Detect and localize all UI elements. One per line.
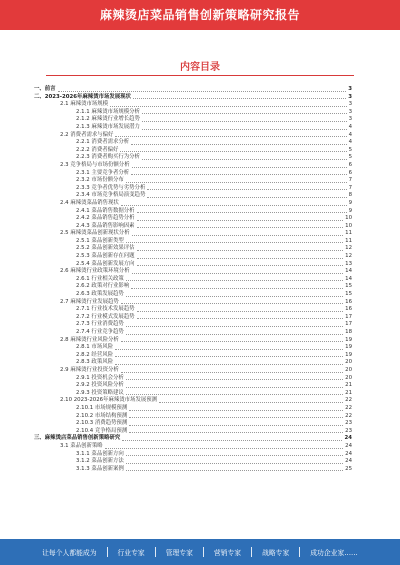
toc-entry-label: 2.3.1 主要竞争者分析	[76, 169, 130, 176]
toc-entry-page: 3	[348, 86, 352, 92]
toc-entry-label: 2.10 2023-2026年麻辣烫市场发展预测	[60, 397, 158, 404]
toc-entry-page: 14	[345, 275, 352, 282]
toc-entry-page: 4	[348, 139, 352, 146]
toc-entry[interactable]	[32, 451, 352, 459]
toc-entry-label: 2.8.1 市场风险	[76, 344, 113, 351]
toc-entry[interactable]	[32, 170, 352, 178]
toc-entry-page: 21	[345, 389, 352, 396]
toc-entry-page: 21	[345, 382, 352, 389]
toc-entry-page: 22	[345, 397, 352, 404]
toc-entry-label: 2.6.1 行业相关政策	[76, 275, 124, 282]
toc-entry-page: 24	[345, 450, 352, 457]
toc-entry-page: 25	[345, 465, 352, 472]
toc-leader-dots	[132, 273, 344, 274]
toc-leader-dots	[121, 372, 343, 373]
toc-entry-label: 2.2.2 消费者偏好	[76, 146, 119, 153]
toc-entry[interactable]	[32, 200, 352, 208]
toc-entry-page: 10	[345, 222, 352, 229]
toc-leader-dots	[126, 463, 343, 464]
footer-slogan-item: 成功企业家……	[310, 549, 358, 557]
toc-entry-label: 3.1.3 菜品创新案例	[76, 465, 124, 472]
toc-entry-label: 2.10.4 竞争格局预测	[76, 427, 128, 434]
footer-slogan-item: 让每个人都能成为	[42, 549, 97, 557]
footer-slogan-item: 行业专家	[117, 549, 145, 557]
toc-entry-page: 3	[348, 108, 352, 115]
toc-entry-label: 2.9.2 投资风险分析	[76, 382, 124, 389]
toc-leader-dots	[142, 121, 347, 122]
toc-leader-dots	[126, 334, 343, 335]
toc-entry-label: 2.5.2 菜品创新效果评估	[76, 245, 135, 252]
toc-leader-dots	[126, 394, 343, 395]
toc-entry[interactable]	[32, 413, 352, 421]
footer-separator	[203, 547, 204, 557]
toc-entry[interactable]	[32, 101, 352, 109]
toc-entry-page: 23	[345, 420, 352, 427]
toc-entry-page: 24	[345, 442, 352, 449]
toc-leader-dots	[126, 242, 343, 243]
toc-entry-label: 3.1 菜品创新策略	[60, 442, 103, 449]
toc-leader-dots	[126, 455, 343, 456]
toc-entry-label: 2.4 麻辣烫菜品销售现状	[60, 199, 119, 206]
toc-entry-label: 2.5.1 菜品创新类型	[76, 237, 124, 244]
toc-leader-dots	[132, 235, 344, 236]
toc-entry-page: 6	[348, 161, 352, 168]
toc-leader-dots	[159, 402, 343, 403]
toc-leader-dots	[115, 136, 346, 137]
toc-entry-page: 11	[345, 237, 352, 244]
toc-entry[interactable]	[32, 230, 352, 238]
toc-leader-dots	[115, 356, 343, 357]
toc-entry[interactable]	[32, 344, 352, 352]
toc-leader-dots	[126, 326, 343, 327]
toc-leader-dots	[110, 106, 347, 107]
toc-leader-dots	[137, 258, 344, 259]
toc-entry-page: 16	[345, 298, 352, 305]
toc-entry-label: 2.3.3 竞争者优势与劣势分析	[76, 184, 146, 191]
footer-slogan-item: 战略专家	[262, 549, 290, 557]
toc-leader-dots	[126, 182, 347, 183]
toc-entry-page: 4	[348, 131, 352, 138]
toc-entry-page: 5	[348, 146, 352, 153]
toc-leader-dots	[121, 341, 343, 342]
toc-entry[interactable]	[32, 268, 352, 276]
toc-entry-page: 12	[345, 245, 352, 252]
toc-entry-page: 7	[348, 177, 352, 184]
toc-entry-label: 2.2.1 消费者需求分析	[76, 139, 130, 146]
toc-entry-page: 8	[348, 192, 352, 199]
toc-entry[interactable]	[32, 443, 352, 451]
toc-leader-dots	[126, 296, 343, 297]
toc-entry-label: 2.1 麻辣烫市场规模	[60, 101, 109, 108]
toc-entry-label: 三、麻辣烫店菜品销售创新策略研究	[34, 435, 121, 442]
toc-entry-label: 2.9.3 投资策略建议	[76, 389, 124, 396]
toc-entry[interactable]	[32, 154, 352, 162]
toc-entry-page: 22	[345, 412, 352, 419]
toc-entry-label: 2.3 竞争格局与市场份额分析	[60, 161, 130, 168]
toc-entry-label: 2.3.2 市场份额分布	[76, 177, 124, 184]
footer-separator	[299, 547, 300, 557]
table-of-contents	[32, 86, 352, 473]
toc-leader-dots	[129, 425, 343, 426]
toc-entry[interactable]	[32, 306, 352, 314]
toc-leader-dots	[131, 288, 343, 289]
toc-entry[interactable]	[32, 245, 352, 253]
toc-leader-dots	[126, 280, 343, 281]
toc-leader-dots	[137, 311, 344, 312]
toc-entry-page: 24	[345, 458, 352, 465]
toc-entry-label: 2.1.2 麻辣烫行业增长趋势	[76, 116, 140, 123]
footer-separator	[107, 547, 108, 557]
toc-entry-page: 15	[345, 283, 352, 290]
toc-entry-page: 19	[345, 351, 352, 358]
toc-entry-page: 19	[345, 344, 352, 351]
toc-leader-dots	[120, 151, 346, 152]
toc-leader-dots	[133, 98, 346, 99]
toc-leader-dots	[131, 174, 346, 175]
toc-entry-label: 2.2 消费者需求与偏好	[60, 131, 114, 138]
toc-leader-dots	[115, 364, 343, 365]
toc-entry-label: 2.6 麻辣烫行业政策环境分析	[60, 268, 130, 275]
toc-entry-label: 2.8 麻辣烫行业风险分析	[60, 336, 119, 343]
toc-entry-label: 2.4.1 菜品销售数据分析	[76, 207, 135, 214]
toc-entry-page: 10	[345, 215, 352, 222]
toc-entry-label: 2.9.1 投资机会分析	[76, 374, 124, 381]
toc-entry[interactable]	[32, 367, 352, 375]
toc-entry-page: 20	[345, 366, 352, 373]
toc-entry[interactable]	[32, 177, 352, 185]
toc-entry-label: 2.5.4 菜品创新发展方向	[76, 260, 135, 267]
toc-entry-page: 17	[345, 313, 352, 320]
toc-entry-page: 4	[348, 123, 352, 130]
toc-entry-page: 24	[344, 435, 352, 442]
toc-entry[interactable]	[32, 397, 352, 405]
toc-entry[interactable]	[32, 162, 352, 170]
toc-leader-dots	[137, 318, 344, 319]
toc-entry[interactable]	[32, 215, 352, 223]
toc-entry-label: 2.5.3 菜品创新存在问题	[76, 253, 135, 260]
toc-leader-dots	[147, 189, 346, 190]
toc-entry-label: 2.1.3 麻辣烫市场发展潜力	[76, 123, 140, 130]
toc-entry[interactable]	[32, 86, 352, 94]
toc-entry-page: 16	[345, 306, 352, 313]
toc-entry-label: 2.10.1 市场规模预测	[76, 404, 128, 411]
toc-entry-page: 11	[345, 230, 352, 237]
toc-entry-label: 2.10.3 消费趋势预测	[76, 420, 128, 427]
toc-entry-label: 2.7.2 行业模式发展趋势	[76, 313, 135, 320]
toc-leader-dots	[129, 417, 343, 418]
toc-entry[interactable]	[32, 253, 352, 261]
toc-leader-dots	[58, 91, 347, 92]
toc-leader-dots	[129, 432, 343, 433]
footer-slogan-item: 管理专家	[165, 549, 193, 557]
toc-entry-label: 2.10.2 市场结构预测	[76, 412, 128, 419]
toc-entry-label: 2.7.3 行业消费趋势	[76, 321, 124, 328]
toc-entry-page: 22	[345, 404, 352, 411]
toc-entry[interactable]	[32, 124, 352, 132]
toc-leader-dots	[137, 265, 344, 266]
toc-leader-dots	[137, 250, 344, 251]
toc-entry[interactable]	[32, 420, 352, 428]
page-footer	[0, 539, 400, 565]
toc-entry-label: 2.6.3 政策发展趋势	[76, 291, 124, 298]
toc-leader-dots	[126, 379, 343, 380]
toc-entry-page: 20	[345, 374, 352, 381]
toc-leader-dots	[122, 440, 342, 441]
toc-leader-dots	[121, 205, 347, 206]
toc-entry[interactable]	[32, 321, 352, 329]
toc-entry[interactable]	[32, 192, 352, 200]
toc-entry[interactable]	[32, 139, 352, 147]
heading-divider	[46, 75, 354, 76]
toc-entry-label: 2.1.1 麻辣烫市场规模分析	[76, 108, 140, 115]
toc-entry-page: 19	[345, 336, 352, 343]
footer-slogan-item: 营销专家	[213, 549, 242, 557]
footer-separator	[155, 547, 156, 557]
toc-leader-dots	[147, 197, 346, 198]
toc-entry-page: 5	[348, 154, 352, 161]
toc-entry[interactable]	[32, 208, 352, 216]
toc-entry[interactable]	[32, 458, 352, 466]
toc-leader-dots	[142, 113, 347, 114]
toc-entry-label: 2.7.4 行业竞争趋势	[76, 329, 124, 335]
toc-entry-label: 2.8.3 政策风险	[76, 359, 113, 366]
toc-entry-page: 20	[345, 359, 352, 366]
toc-leader-dots	[115, 349, 343, 350]
toc-entry-page: 9	[348, 199, 352, 206]
toc-entry[interactable]	[32, 329, 352, 337]
page-header	[0, 0, 400, 30]
toc-entry-label: 3.1.2 菜品创新方法	[76, 458, 124, 465]
toc-entry-page: 14	[345, 268, 352, 275]
toc-entry-label: 2.6.2 政策对行业影响	[76, 283, 130, 290]
toc-leader-dots	[126, 387, 343, 388]
toc-entry-page: 3	[348, 101, 352, 108]
toc-entry[interactable]	[32, 116, 352, 124]
toc-entry-page: 12	[345, 253, 352, 260]
toc-entry[interactable]	[32, 382, 352, 390]
toc-entry-label: 2.7 麻辣烫行业发展趋势	[60, 298, 119, 305]
toc-entry-label: 2.5 麻辣烫菜品创新现状分析	[60, 230, 130, 237]
toc-entry-page: 7	[348, 184, 352, 191]
toc-entry-label: 3.1.1 菜品创新方向	[76, 450, 124, 457]
toc-entry[interactable]	[32, 291, 352, 299]
toc-entry[interactable]	[32, 466, 352, 474]
toc-entry-page: 3	[348, 116, 352, 123]
toc-entry-label: 一、前言	[34, 86, 56, 92]
toc-entry-label: 2.3.4 市场竞争格局演变趋势	[76, 192, 146, 199]
toc-leader-dots	[137, 212, 347, 213]
footer-separator	[251, 547, 252, 557]
toc-entry-page: 17	[345, 321, 352, 328]
toc-entry[interactable]	[32, 359, 352, 367]
report-title: 麻辣烫店菜品销售创新策略研究报告	[99, 8, 300, 22]
toc-entry-page: 18	[345, 329, 352, 335]
toc-entry[interactable]	[32, 435, 352, 443]
toc-leader-dots	[121, 303, 343, 304]
toc-entry[interactable]	[32, 405, 352, 413]
toc-entry-page: 9	[348, 207, 352, 214]
toc-entry-page: 3	[348, 93, 352, 100]
toc-entry-page: 13	[345, 260, 352, 267]
toc-leader-dots	[132, 167, 347, 168]
toc-leader-dots	[137, 220, 344, 221]
toc-leader-dots	[131, 144, 346, 145]
toc-heading: 内容目录	[180, 62, 220, 73]
toc-leader-dots	[142, 159, 347, 160]
toc-entry-label: 2.2.3 消费者购买行为分析	[76, 154, 140, 161]
toc-entry-label: 2.8.2 经营风险	[76, 351, 113, 358]
toc-entry-label: 2.4.3 菜品销售影响因素	[76, 222, 135, 229]
toc-entry-label: 2.9 麻辣烫行业投资分析	[60, 366, 119, 373]
toc-entry-page: 6	[348, 169, 352, 176]
toc-leader-dots	[142, 129, 347, 130]
toc-leader-dots	[126, 470, 343, 471]
toc-leader-dots	[129, 410, 343, 411]
toc-entry-page: 23	[345, 427, 352, 434]
toc-entry-label: 2.7.1 行业技术发展趋势	[76, 306, 135, 313]
toc-leader-dots	[137, 227, 344, 228]
toc-entry-page: 15	[345, 291, 352, 298]
toc-entry[interactable]	[32, 283, 352, 291]
toc-entry-label: 2.4.2 菜品销售趋势分析	[76, 215, 135, 222]
toc-entry-label: 二、2023-2026年麻辣烫市场发展现状	[34, 93, 131, 100]
toc-leader-dots	[105, 448, 344, 449]
